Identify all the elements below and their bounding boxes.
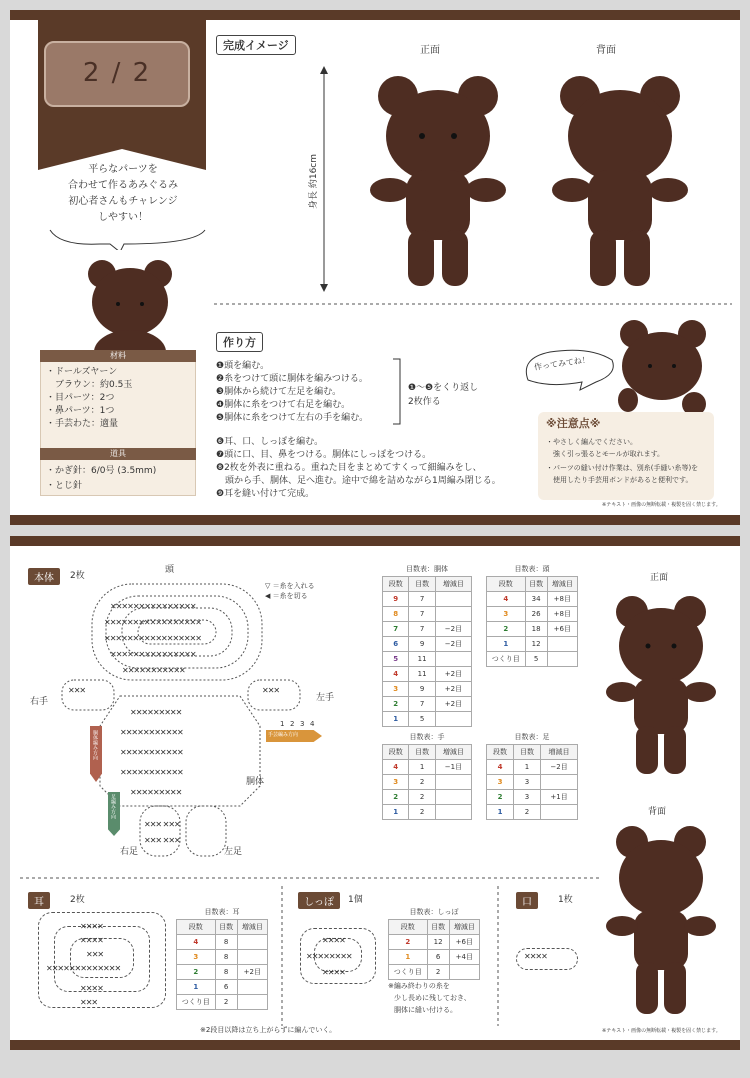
table-header: 段数 [383,577,409,592]
step: ❸胴体から続けて左足を編む。 [216,387,342,397]
table-row [487,805,578,820]
stitch-row: ✕✕✕✕ [80,984,103,993]
table-cell: 26 [525,607,547,622]
table-row [177,950,268,965]
legend-line: ▽ ＝糸を入れる [265,582,315,590]
table-cell [237,950,267,965]
table-cell: +2目 [435,667,471,682]
table-cell: 4 [383,667,409,682]
table-cell: 4 [383,760,409,775]
top-band [10,536,740,546]
table-cell: 18 [525,622,547,637]
material-item: ・手芸わた：適量 [46,419,119,429]
bear-front-photo [368,70,508,300]
stitch-row: ✕✕✕✕✕✕✕✕✕✕✕✕✕✕✕ [110,602,196,611]
table-header: 目数 [514,745,541,760]
bear-front-photo [606,592,716,782]
table-cell: 3 [514,790,541,805]
table-row [389,950,480,965]
intro-line: しやすい！ [98,212,148,223]
repeat-note: 2枚作る [408,397,441,407]
caution-line: 使用したり手芸用ボンドがあると便利です。 [546,476,693,484]
footnote: ※テキスト・画像の無断転載・複製を固く禁じます。 [602,502,721,508]
table-row [383,697,472,712]
table-row [487,637,578,652]
table-cell: 5 [525,652,547,667]
table-row [383,790,472,805]
material-item: ブラウン：約0.5玉 [46,380,133,390]
table-header: 増減目 [435,745,471,760]
table-cell: −2目 [435,637,471,652]
table-row [177,935,268,950]
table-cell [547,637,577,652]
small-bear-photo [84,252,176,362]
table-row [383,622,472,637]
table-cell: 6 [383,637,409,652]
table-cell [541,805,578,820]
table-cell: 7 [409,697,435,712]
table-cell: 8 [215,935,237,950]
table-row [383,775,472,790]
table-cell: 12 [427,935,449,950]
table-cell: +2目 [435,682,471,697]
table-header: 目数 [409,577,435,592]
table-header: 目数 [525,577,547,592]
foot-count-table [486,744,578,820]
table-caption: 目数表：しっぽ [409,908,459,916]
step: ❾耳を縫い付けて完成。 [216,489,315,499]
ear-note: ※2段目以降は立ち上がらずに編んでいく。 [200,1026,337,1034]
table-row [383,805,472,820]
table-caption: 目数表：足 [514,733,550,741]
back-label: 背面 [648,807,667,817]
table-header: 増減目 [541,745,578,760]
table-row [389,935,480,950]
tail-count: 1個 [348,895,363,905]
footnote: ※テキスト・画像の無断転載・複製を固く禁じます。 [602,1028,721,1034]
table-cell: 4 [487,592,526,607]
head-count-table [486,576,578,667]
table-cell: つくり目 [389,965,428,980]
table-row [487,607,578,622]
tail-note: ※編み終わりの糸を [388,982,450,990]
table-row [383,712,472,727]
table-cell: +1目 [541,790,578,805]
table-cell: 3 [177,950,216,965]
table-row [177,980,268,995]
stitch-row: ✕✕✕✕✕✕✕✕✕✕✕ [120,768,183,777]
table-header: 増減目 [547,577,577,592]
table-cell [541,775,578,790]
stitch-row: ✕✕✕✕ [322,936,345,945]
table-cell: 2 [427,965,449,980]
right-hand-label: 右手 [30,697,49,707]
stitch-row: ✕✕✕ [86,950,104,959]
hand-number: 4 [310,720,315,728]
step: 頭から手、胴体、足へ進む。途中で綿を詰めながら1周編み閉じる。 [216,476,501,486]
stitch-row: ✕✕✕✕✕✕✕✕✕✕✕ [122,666,185,675]
table-cell: 3 [383,682,409,697]
table-cell: 3 [487,607,526,622]
top-band [10,10,740,20]
table-cell [435,712,471,727]
table-row [383,760,472,775]
hand-count-table [382,744,472,820]
table-row [383,637,472,652]
tools-head: 道具 [40,448,196,460]
table-cell: 5 [383,652,409,667]
mouth-tag: 口 [516,892,538,909]
step: ❶頭を編む。 [216,361,270,371]
table-cell: 8 [383,607,409,622]
table-cell: 2 [409,775,435,790]
stitch-row: ✕✕✕ ✕✕✕ [144,836,180,845]
table-header: 目数 [409,745,435,760]
section-divider-vertical [496,886,500,1026]
table-cell: 6 [215,980,237,995]
tail-tag: しっぽ [298,892,340,909]
table-header: 段数 [487,577,526,592]
table-cell: 6 [427,950,449,965]
table-header: 段数 [383,745,409,760]
hand-number: 2 [290,720,295,728]
table-cell: 7 [409,607,435,622]
caution-line: ・やさしく編んでください。 [546,438,637,446]
left-foot-label: 左足 [224,847,243,857]
table-cell [237,935,267,950]
stitch-row: ✕✕✕ [68,686,86,695]
table-row [487,775,578,790]
table-cell: 2 [389,935,428,950]
table-cell [435,592,471,607]
table-cell: 1 [383,805,409,820]
material-item: ・ドールズヤーン [46,367,118,377]
stitch-row: ✕✕✕✕✕✕✕✕ [306,952,352,961]
table-cell: 1 [514,760,541,775]
step: ❻耳、口、しっぽを編む。 [216,437,324,447]
material-item: ・鼻パーツ：1つ [46,406,115,416]
stitch-row: ✕✕✕✕✕✕✕✕✕ [130,708,182,717]
table-cell: 2 [409,790,435,805]
step: ❽2枚を外表に重ねる。重ねた目をまとめてすくって細編みをし、 [216,463,482,473]
mouth-count: 1枚 [558,895,573,905]
table-cell: +2目 [435,697,471,712]
step: ❹胴体に糸をつけて右足を編む。 [216,400,351,410]
material-item: ・目パーツ：2つ [46,393,115,403]
bear-back-photo [606,822,716,1022]
stitch-row: ✕✕✕✕✕✕✕✕✕✕✕✕✕✕✕ [110,650,196,659]
stitch-row: ✕✕✕ ✕✕✕ [144,820,180,829]
back-label: 背面 [596,45,616,56]
table-row [487,760,578,775]
tail-note: 少し長めに残しておき、 [394,994,471,1002]
table-header: 目数 [427,920,449,935]
repeat-note: ❶〜❺をくり返し [408,383,479,393]
stitch-row: ✕✕✕✕✕✕✕✕✕ [130,788,182,797]
table-cell [435,775,471,790]
section-divider-vertical [280,886,284,1026]
table-cell: 4 [487,760,514,775]
table-cell [435,607,471,622]
table-cell: +6目 [449,935,479,950]
table-header: 段数 [177,920,216,935]
repeat-bracket [392,358,404,426]
intro-line: 平らなパーツを [88,164,158,175]
bottom-band [10,515,740,525]
table-cell: +4目 [449,950,479,965]
stitch-row: ✕✕✕✕ [80,922,103,931]
stitch-row: ✕✕✕ [80,998,98,1007]
bubble-text: 作ってみてね！ [533,355,591,372]
table-row [383,667,472,682]
table-cell: −2目 [435,622,471,637]
table-cell: −1目 [435,760,471,775]
table-header: 増減目 [449,920,479,935]
step: ❷糸をつけて頭に胴体を編みつける。 [216,374,368,384]
table-row [487,592,578,607]
body-tag: 本体 [28,568,60,585]
tail-note: 胴体に縫い付ける。 [394,1006,457,1014]
section-divider [20,876,600,880]
stitch-row: ✕✕✕✕✕✕✕✕✕✕✕✕✕ [46,964,121,973]
front-label: 正面 [650,573,669,583]
table-caption: 目数表：耳 [204,908,240,916]
table-cell: +8目 [547,607,577,622]
table-cell: 1 [389,950,428,965]
table-caption: 目数表：胴体 [406,565,448,573]
table-caption: 目数表：頭 [514,565,550,573]
table-cell: 1 [177,980,216,995]
table-cell [435,805,471,820]
table-cell [237,995,267,1010]
stitch-row: ✕✕✕✕✕✕✕✕✕✕✕✕✕✕✕✕✕ [104,618,201,627]
page-2 [10,536,740,1050]
table-row [389,965,480,980]
table-header: 段数 [487,745,514,760]
table-header: 段数 [389,920,428,935]
table-header: 目数 [215,920,237,935]
table-cell: 7 [409,622,435,637]
bottom-band [10,1040,740,1050]
table-cell: 1 [409,760,435,775]
table-cell: 8 [215,950,237,965]
hand-direction-label: 手芸編み方向 [268,732,299,738]
table-cell: +2目 [237,965,267,980]
tool-item: ・かぎ針：6/0号 (3.5mm) [46,466,157,476]
tail-count-table [388,919,480,980]
table-cell: +8目 [547,592,577,607]
intro-bubble-outline [40,160,210,250]
table-row [383,592,472,607]
table-cell: 34 [525,592,547,607]
table-cell: 2 [487,790,514,805]
table-cell: 7 [409,592,435,607]
caution-line: ・パーツの縫い付け作業は、別糸(手縫い糸等)を [546,464,699,472]
body-count-table [382,576,472,727]
table-cell: 9 [409,637,435,652]
ear-count: 2枚 [70,895,85,905]
table-cell: 2 [383,697,409,712]
body-count: 2枚 [70,571,85,581]
howto-title: 作り方 [216,332,263,352]
table-cell: 2 [409,805,435,820]
table-row [487,622,578,637]
table-row [177,995,268,1010]
table-cell: 5 [409,712,435,727]
front-label: 正面 [420,45,440,56]
stitch-row: ✕✕✕✕ [322,968,345,977]
section-divider [214,302,732,306]
table-cell [435,790,471,805]
table-cell: 1 [487,637,526,652]
ear-count-table [176,919,268,1010]
finished-title: 完成イメージ [216,35,296,55]
table-header: 増減目 [237,920,267,935]
table-cell: 1 [487,805,514,820]
stitch-row: ✕✕✕✕ [80,936,103,945]
body-direction-label: 胴体編み方向 [92,730,98,760]
stitch-row: ✕✕✕✕ [524,952,547,961]
table-cell: 9 [383,592,409,607]
bear-back-photo [550,70,690,300]
table-cell: 9 [409,682,435,697]
table-cell: 1 [383,712,409,727]
table-cell [237,980,267,995]
table-cell: 12 [525,637,547,652]
table-cell: つくり目 [487,652,526,667]
materials-head: 材料 [40,350,196,362]
table-cell: 2 [215,995,237,1010]
table-cell: 3 [383,775,409,790]
step: ❼頭に口、目、鼻をつける。胴体にしっぽをつける。 [216,450,432,460]
ear-tag: 耳 [28,892,50,909]
table-cell: つくり目 [177,995,216,1010]
stitch-row: ✕✕✕✕✕✕✕✕✕✕✕ [120,748,183,757]
table-cell [547,652,577,667]
peeking-bear-photo [614,316,710,416]
caution-title: ※注意点※ [546,417,601,430]
torso-label: 胴体 [246,777,265,787]
table-cell: −2目 [541,760,578,775]
table-cell: 2 [383,790,409,805]
intro-line: 初心者さんもチャレンジ [68,196,178,207]
table-header: 増減目 [435,577,471,592]
right-foot-label: 右足 [120,847,139,857]
stitch-row: ✕✕✕✕✕✕✕✕✕✕✕ [120,728,183,737]
left-hand-label: 左手 [316,693,335,703]
table-cell: 3 [487,775,514,790]
table-caption: 目数表：手 [409,733,445,741]
step: ❺胴体に糸をつけて左右の手を編む。 [216,413,369,423]
caution-line: 強く引っ張るとモールが取れます。 [546,450,665,458]
table-cell: 11 [409,652,435,667]
table-cell: 7 [383,622,409,637]
table-cell: 4 [177,935,216,950]
table-row [383,652,472,667]
table-cell: 2 [177,965,216,980]
head-label: 頭 [165,565,175,575]
hand-number: 3 [300,720,305,728]
table-cell: 3 [514,775,541,790]
stitch-row: ✕✕✕ [262,686,280,695]
page-number: 2 / 2 [82,58,152,88]
table-cell: 11 [409,667,435,682]
table-row [383,682,472,697]
table-cell: 8 [215,965,237,980]
height-label: 身長 約16cm [309,153,320,210]
foot-direction-label: 足編み方向 [110,794,116,819]
stitch-row: ✕✕✕✕✕✕✕✕✕✕✕✕✕✕✕✕✕ [104,634,201,643]
table-cell [435,652,471,667]
page-1 [10,10,740,525]
table-cell [449,965,479,980]
table-row [383,607,472,622]
table-cell: +6目 [547,622,577,637]
table-row [487,790,578,805]
intro-line: 合わせて作るあみぐるみ [68,180,178,191]
tool-item: ・とじ針 [46,481,83,491]
legend-line: ◀ ＝糸を切る [265,592,308,600]
table-cell: 2 [487,622,526,637]
table-row [487,652,578,667]
hand-number: 1 [280,720,285,728]
table-cell: 2 [514,805,541,820]
table-row [177,965,268,980]
